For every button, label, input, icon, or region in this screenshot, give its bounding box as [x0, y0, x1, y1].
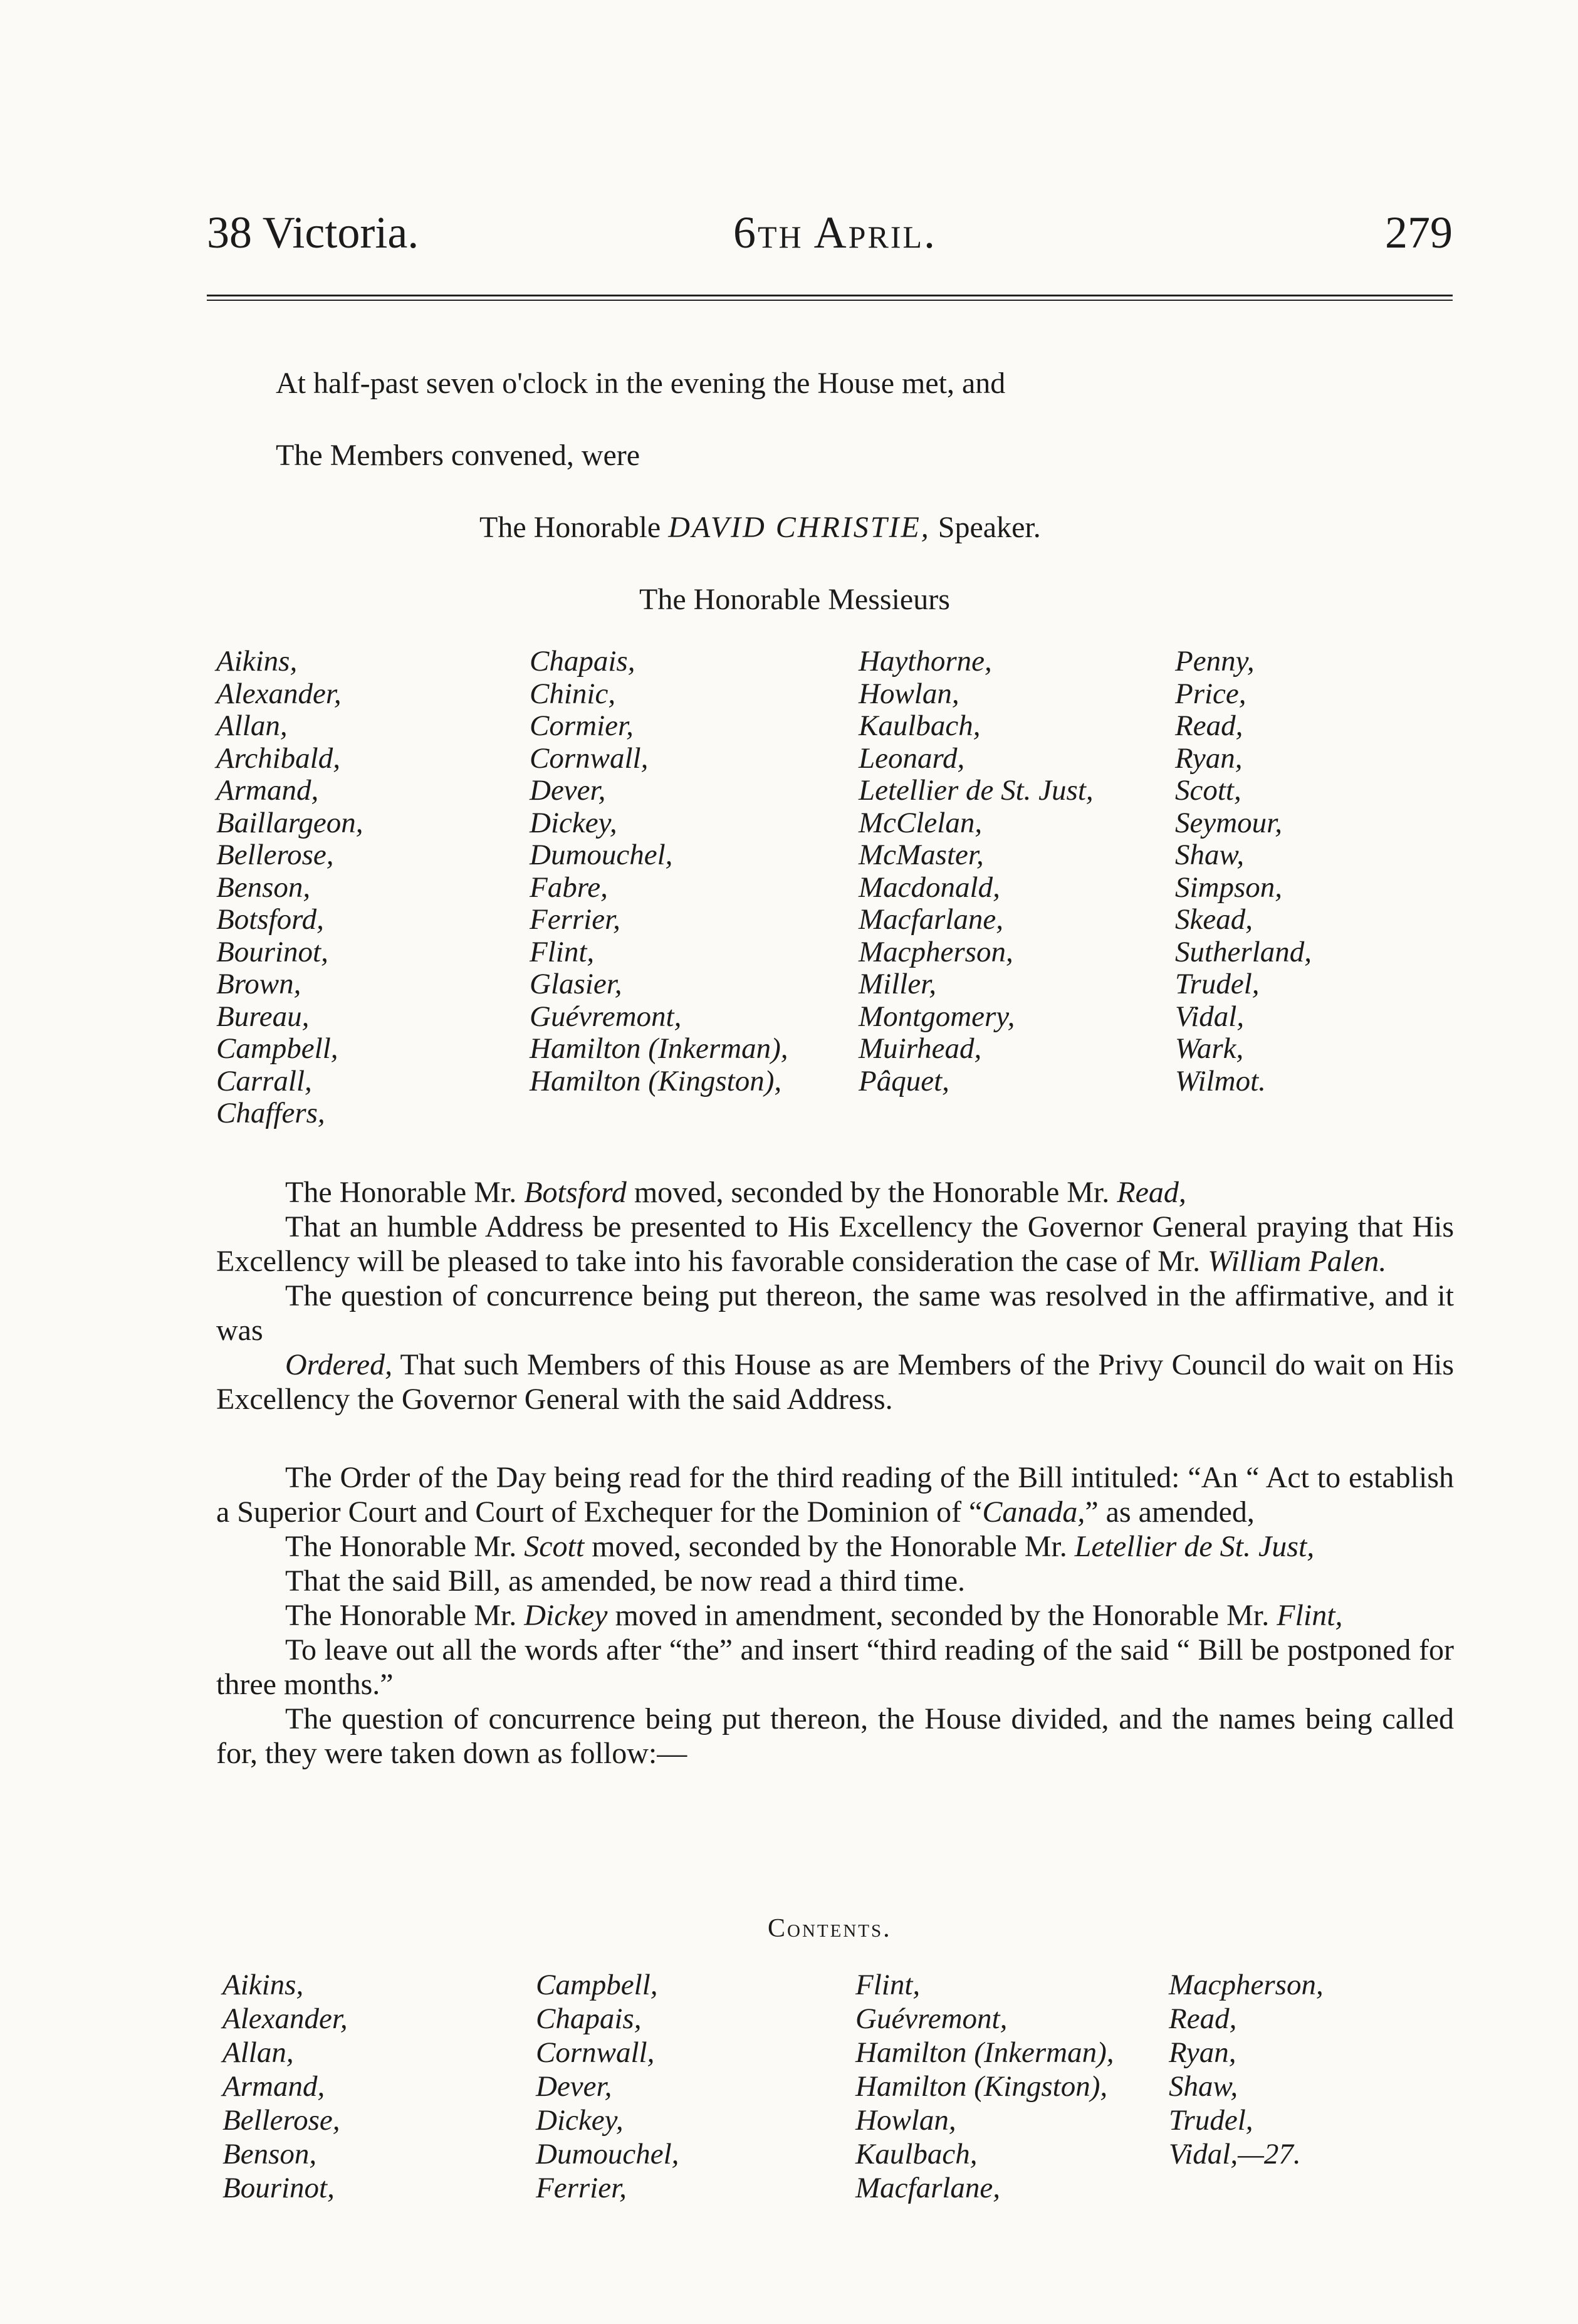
member-name: Read,: [1175, 709, 1243, 742]
member-name: Ferrier,: [530, 903, 620, 936]
contents-name: Shaw,: [1169, 2070, 1238, 2103]
contents-name: Cornwall,: [536, 2036, 655, 2069]
member-name: Pâquet,: [859, 1064, 949, 1097]
member-name: Montgomery,: [859, 1000, 1015, 1033]
text: That an humble Address be presented to His Excellency the Governor General praying that His Excellency will be pleased to take into his favorable consideration the case of Mr.: [216, 1210, 1454, 1278]
contents-column-2: [536, 1968, 679, 2205]
member-name: Glasier,: [530, 968, 622, 1000]
contents-name: Macpherson,: [1169, 1969, 1324, 2001]
member-name: Fabre,: [530, 871, 608, 904]
contents-name: Read,: [1169, 2002, 1237, 2035]
speaker-title: Speaker.: [938, 511, 1041, 544]
member-name: Wark,: [1175, 1032, 1244, 1065]
member-name: Alexander,: [216, 677, 342, 710]
member-name: Chinic,: [530, 677, 616, 710]
member-letellier: Letellier de St. Just,: [1074, 1530, 1315, 1563]
contents-name: Howlan,: [855, 2104, 956, 2137]
member-name: McMaster,: [859, 839, 984, 871]
contents-name: Kaulbach,: [855, 2138, 978, 2170]
header-rule: [207, 295, 1453, 296]
member-name: Ryan,: [1175, 741, 1243, 775]
contents-name: Campbell,: [536, 1969, 658, 2001]
member-name: Skead,: [1175, 903, 1253, 936]
member-name: Sutherland,: [1175, 935, 1312, 968]
member-name: Miller,: [859, 968, 937, 1000]
speaker-name: DAVID CHRISTIE,: [668, 511, 931, 544]
member-name: Dumouchel,: [530, 839, 673, 871]
member-name: Campbell,: [216, 1032, 338, 1065]
member-name: McClelan,: [859, 806, 983, 839]
contents-name: Bellerose,: [222, 2104, 340, 2137]
member-name: Bourinot,: [216, 935, 328, 968]
petitioner-name: William Palen.: [1208, 1245, 1387, 1278]
member-name: Archibald,: [216, 741, 340, 775]
contents-name: Guévremont,: [855, 2002, 1008, 2035]
address-motion-p1: [216, 1175, 1454, 1210]
text: moved, seconded by the Honorable Mr.: [592, 1530, 1067, 1563]
contents-column-3: [855, 1968, 1114, 2205]
member-name: Bellerose,: [216, 839, 334, 871]
member-name: Aikins,: [216, 645, 298, 678]
member-name: Bureau,: [216, 1000, 310, 1033]
bill-motion-p3: That the said Bill, as amended, be now read a third time.: [285, 1564, 966, 1598]
opening-line-2: The Members convened, were: [276, 439, 640, 472]
member-name: Kaulbach,: [859, 709, 981, 742]
contents-heading: Contents.: [768, 1914, 892, 1943]
header-rule-2: [207, 300, 1453, 301]
member-name: Seymour,: [1175, 806, 1282, 839]
messieurs-heading: The Honorable Messieurs: [639, 583, 950, 616]
contents-name: Dever,: [536, 2070, 612, 2103]
member-name: Muirhead,: [859, 1032, 982, 1065]
running-head: [207, 207, 1453, 276]
member-name: Brown,: [216, 968, 301, 1000]
member-name: Chaffers,: [216, 1097, 325, 1129]
contents-column-4: [1169, 1968, 1324, 2171]
member-name: Macdonald,: [859, 871, 1000, 904]
member-name: Trudel,: [1175, 968, 1260, 1000]
text: That such Members of this House as are Members of the Privy Council do wait on His Excellency the Governor General with the said Address.: [216, 1348, 1454, 1416]
contents-name: Allan,: [222, 2036, 294, 2069]
contents-name: Bourinot,: [222, 2172, 335, 2204]
member-name: Scott,: [1175, 774, 1241, 807]
contents-name: Chapais,: [536, 2002, 642, 2035]
text: The Honorable Mr.: [285, 1530, 517, 1563]
member-name: Dever,: [530, 774, 606, 807]
opening-line-1: At half-past seven o'clock in the evening the House met, and: [276, 367, 1006, 400]
contents-name: Ryan,: [1169, 2036, 1236, 2069]
member-name: Cormier,: [530, 709, 634, 742]
contents-name: Macfarlane,: [855, 2172, 1001, 2204]
bill-motion-p5: To leave out all the words after “the” and insert “third reading of the said “ Bill be postponed for three months.”: [216, 1633, 1454, 1701]
member-name: Macfarlane,: [859, 903, 1004, 936]
member-name: Price,: [1175, 677, 1246, 710]
contents-name: Alexander,: [222, 2002, 348, 2035]
member-name: Cornwall,: [530, 741, 649, 775]
speaker-line: [479, 511, 1041, 545]
contents-name: Aikins,: [222, 1969, 304, 2001]
bill-motion: [216, 1460, 1454, 1771]
contents-name: Vidal,—27.: [1169, 2138, 1301, 2170]
speaker-prefix: The Honorable: [479, 511, 661, 544]
text: The Order of the Day being read for the third reading of the Bill intituled: “An “ Act to establish a Superior Court and Court of Exchequer for the Dominion of “: [216, 1461, 1454, 1529]
address-motion-p2: [216, 1210, 1454, 1279]
member-name: Macpherson,: [859, 935, 1013, 968]
member-name: Carrall,: [216, 1064, 312, 1097]
text: moved, seconded by the Honorable Mr.: [634, 1176, 1110, 1209]
member-name: Botsford,: [216, 903, 324, 936]
text: ” as amended,: [1085, 1495, 1255, 1529]
contents-name: Trudel,: [1169, 2104, 1253, 2137]
member-dickey: Dickey: [524, 1599, 608, 1632]
bill-canada: Canada,: [982, 1495, 1085, 1529]
contents-name: Hamilton (Kingston),: [855, 2070, 1108, 2103]
session-label: 38 Victoria.: [207, 207, 419, 258]
members-column-1: [216, 646, 363, 1130]
member-name: Shaw,: [1175, 839, 1245, 871]
member-name: Vidal,: [1175, 1000, 1245, 1033]
contents-name: Flint,: [855, 1969, 921, 2001]
contents-column-1: [222, 1968, 348, 2205]
member-name: Wilmot.: [1175, 1064, 1266, 1097]
contents-name: Benson,: [222, 2138, 317, 2170]
member-flint: Flint,: [1277, 1599, 1343, 1632]
member-name: Leonard,: [859, 741, 965, 775]
address-motion-p3: The question of concurrence being put thereon, the same was resolved in the affirmative, and it was: [216, 1279, 1454, 1347]
members-column-3: [859, 646, 1094, 1097]
bill-motion-p1: [216, 1460, 1454, 1529]
member-name: Dickey,: [530, 806, 617, 839]
member-botsford: Botsford: [524, 1176, 627, 1209]
member-name: Howlan,: [859, 677, 959, 710]
contents-name: Ferrier,: [536, 2172, 627, 2204]
text: The Honorable Mr.: [285, 1176, 517, 1209]
members-column-4: [1175, 646, 1312, 1097]
member-name: Chapais,: [530, 645, 635, 678]
date-label: 6th April.: [733, 207, 938, 258]
contents-name: Armand,: [222, 2070, 325, 2103]
members-column-2: [530, 646, 788, 1097]
member-name: Letellier de St. Just,: [859, 774, 1094, 807]
contents-name: Hamilton (Inkerman),: [855, 2036, 1114, 2069]
text: moved in amendment, seconded by the Honorable Mr.: [615, 1599, 1270, 1632]
member-name: Penny,: [1175, 645, 1255, 678]
member-name: Benson,: [216, 871, 311, 904]
bill-motion-p6: The question of concurrence being put thereon, the House divided, and the names being called for, they were taken down as follow:—: [216, 1702, 1454, 1770]
member-read: Read,: [1117, 1176, 1186, 1209]
address-motion-p4: [216, 1348, 1454, 1416]
member-name: Flint,: [530, 935, 595, 968]
member-name: Allan,: [216, 709, 288, 742]
member-name: Hamilton (Kingston),: [530, 1064, 782, 1097]
bill-motion-p4: [216, 1598, 1454, 1633]
ordered-label: Ordered,: [285, 1348, 393, 1381]
contents-name: Dumouchel,: [536, 2138, 679, 2170]
member-name: Haythorne,: [859, 645, 992, 678]
member-name: Simpson,: [1175, 871, 1283, 904]
bill-motion-p2: [216, 1529, 1454, 1564]
member-name: Baillargeon,: [216, 806, 363, 839]
member-name: Guévremont,: [530, 1000, 682, 1033]
page-number: 279: [1385, 207, 1453, 258]
address-motion: [216, 1175, 1454, 1416]
member-name: Armand,: [216, 774, 319, 807]
text: The Honorable Mr.: [285, 1599, 517, 1632]
contents-name: Dickey,: [536, 2104, 624, 2137]
member-scott: Scott: [524, 1530, 585, 1563]
member-name: Hamilton (Inkerman),: [530, 1032, 788, 1065]
